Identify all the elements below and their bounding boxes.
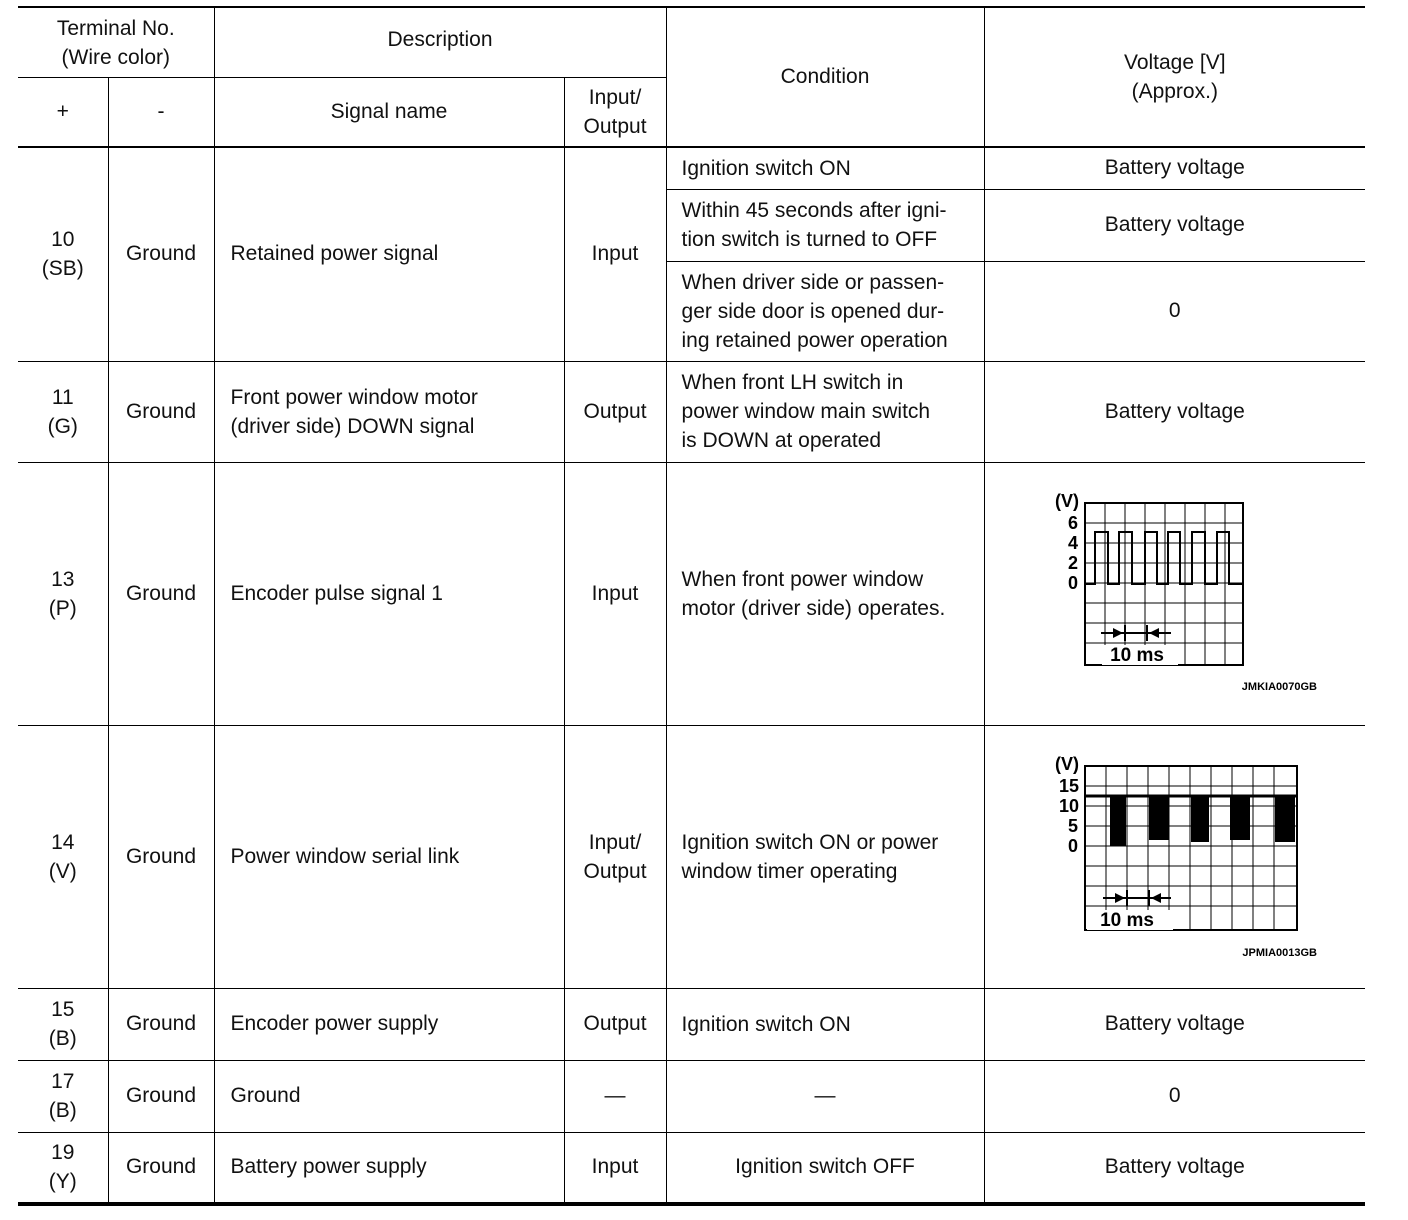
figure-ref: JPMIA0013GB	[1242, 946, 1317, 959]
terminal-cell: 13 (P)	[18, 462, 108, 725]
voltage-cell: Battery voltage	[984, 988, 1365, 1060]
terminal-no-header: Terminal No. (Wire color)	[18, 7, 214, 77]
signal-cell: Ground	[214, 1060, 564, 1132]
y-tick: 4	[1067, 532, 1078, 553]
time-label: 10 ms	[1109, 644, 1164, 666]
waveform-cell	[984, 462, 1365, 725]
io-cell: Output	[564, 988, 666, 1060]
signal-cell: Battery power supply	[214, 1132, 564, 1204]
y-tick: 2	[1067, 552, 1078, 573]
condition-cell: Ignition switch ON	[666, 988, 984, 1060]
y-tick: 5	[1067, 815, 1078, 836]
y-tick: 6	[1067, 512, 1078, 533]
table-row	[18, 147, 1365, 189]
voltage-cell: Battery voltage	[984, 1132, 1365, 1204]
voltage-cell: 0	[984, 1060, 1365, 1132]
io-cell: Output	[564, 361, 666, 462]
condition-cell: Within 45 seconds after igni- tion switch is turned to OFF	[666, 189, 984, 261]
voltage-cell: Battery voltage	[984, 147, 1365, 189]
waveform-cell	[984, 725, 1365, 988]
terminal-cell: 17 (B)	[18, 1060, 108, 1132]
signal-name-header: Signal name	[214, 77, 564, 147]
table-row	[18, 725, 1365, 988]
ground-cell: Ground	[108, 1132, 214, 1204]
table-row	[18, 462, 1365, 725]
ground-cell: Ground	[108, 988, 214, 1060]
ground-cell: Ground	[108, 1060, 214, 1132]
terminal-table	[18, 6, 1365, 1206]
voltage-cell: Battery voltage	[984, 361, 1365, 462]
ground-cell: Ground	[108, 147, 214, 361]
voltage-cell: 0	[984, 261, 1365, 361]
terminal-cell: 10 (SB)	[18, 147, 108, 361]
condition-cell: When driver side or passen- ger side door is opened dur- ing retained power operation	[666, 261, 984, 361]
io-cell: —	[564, 1060, 666, 1132]
minus-header: -	[108, 77, 214, 147]
condition-cell: Ignition switch OFF	[666, 1132, 984, 1204]
condition-cell: —	[666, 1060, 984, 1132]
signal-cell: Encoder pulse signal 1	[214, 462, 564, 725]
io-cell: Input/ Output	[564, 725, 666, 988]
condition-header: Condition	[666, 7, 984, 147]
y-tick: 0	[1067, 572, 1078, 593]
terminal-cell: 15 (B)	[18, 988, 108, 1060]
ground-cell: Ground	[108, 725, 214, 988]
condition-cell: Ignition switch ON	[666, 147, 984, 189]
terminal-cell: 19 (Y)	[18, 1132, 108, 1204]
ground-cell: Ground	[108, 361, 214, 462]
encoder-pulse-waveform	[1025, 489, 1325, 699]
condition-cell: When front LH switch in power window main switch is DOWN at operated	[666, 361, 984, 462]
header-row-1	[18, 7, 1365, 77]
io-cell: Input	[564, 1132, 666, 1204]
y-tick: 0	[1067, 835, 1078, 856]
waveform-frame	[1085, 766, 1297, 930]
input-output-header: Input/ Output	[564, 77, 666, 147]
voltage-cell: Battery voltage	[984, 189, 1365, 261]
serial-link-waveform	[1025, 752, 1325, 962]
table-row	[18, 361, 1365, 462]
signal-cell: Encoder power supply	[214, 988, 564, 1060]
table-row	[18, 1060, 1365, 1132]
plus-header: +	[18, 77, 108, 147]
description-header: Description	[214, 7, 666, 77]
time-label: 10 ms	[1099, 909, 1154, 931]
signal-cell: Power window serial link	[214, 725, 564, 988]
voltage-header: Voltage [V] (Approx.)	[984, 7, 1365, 147]
condition-cell: When front power window motor (driver side) operates.	[666, 462, 984, 725]
io-cell: Input	[564, 147, 666, 361]
figure-ref: JMKIA0070GB	[1241, 680, 1317, 693]
condition-cell: Ignition switch ON or power window timer operating	[666, 725, 984, 988]
table-row	[18, 988, 1365, 1060]
waveform-unit: (V)	[1054, 753, 1079, 774]
y-tick: 10	[1058, 795, 1079, 816]
table-row	[18, 1132, 1365, 1204]
terminal-cell: 11 (G)	[18, 361, 108, 462]
waveform-unit: (V)	[1054, 490, 1079, 511]
terminal-cell: 14 (V)	[18, 725, 108, 988]
signal-cell: Retained power signal	[214, 147, 564, 361]
ground-cell: Ground	[108, 462, 214, 725]
io-cell: Input	[564, 462, 666, 725]
signal-cell: Front power window motor (driver side) DOWN signal	[214, 361, 564, 462]
y-tick: 15	[1058, 775, 1079, 796]
